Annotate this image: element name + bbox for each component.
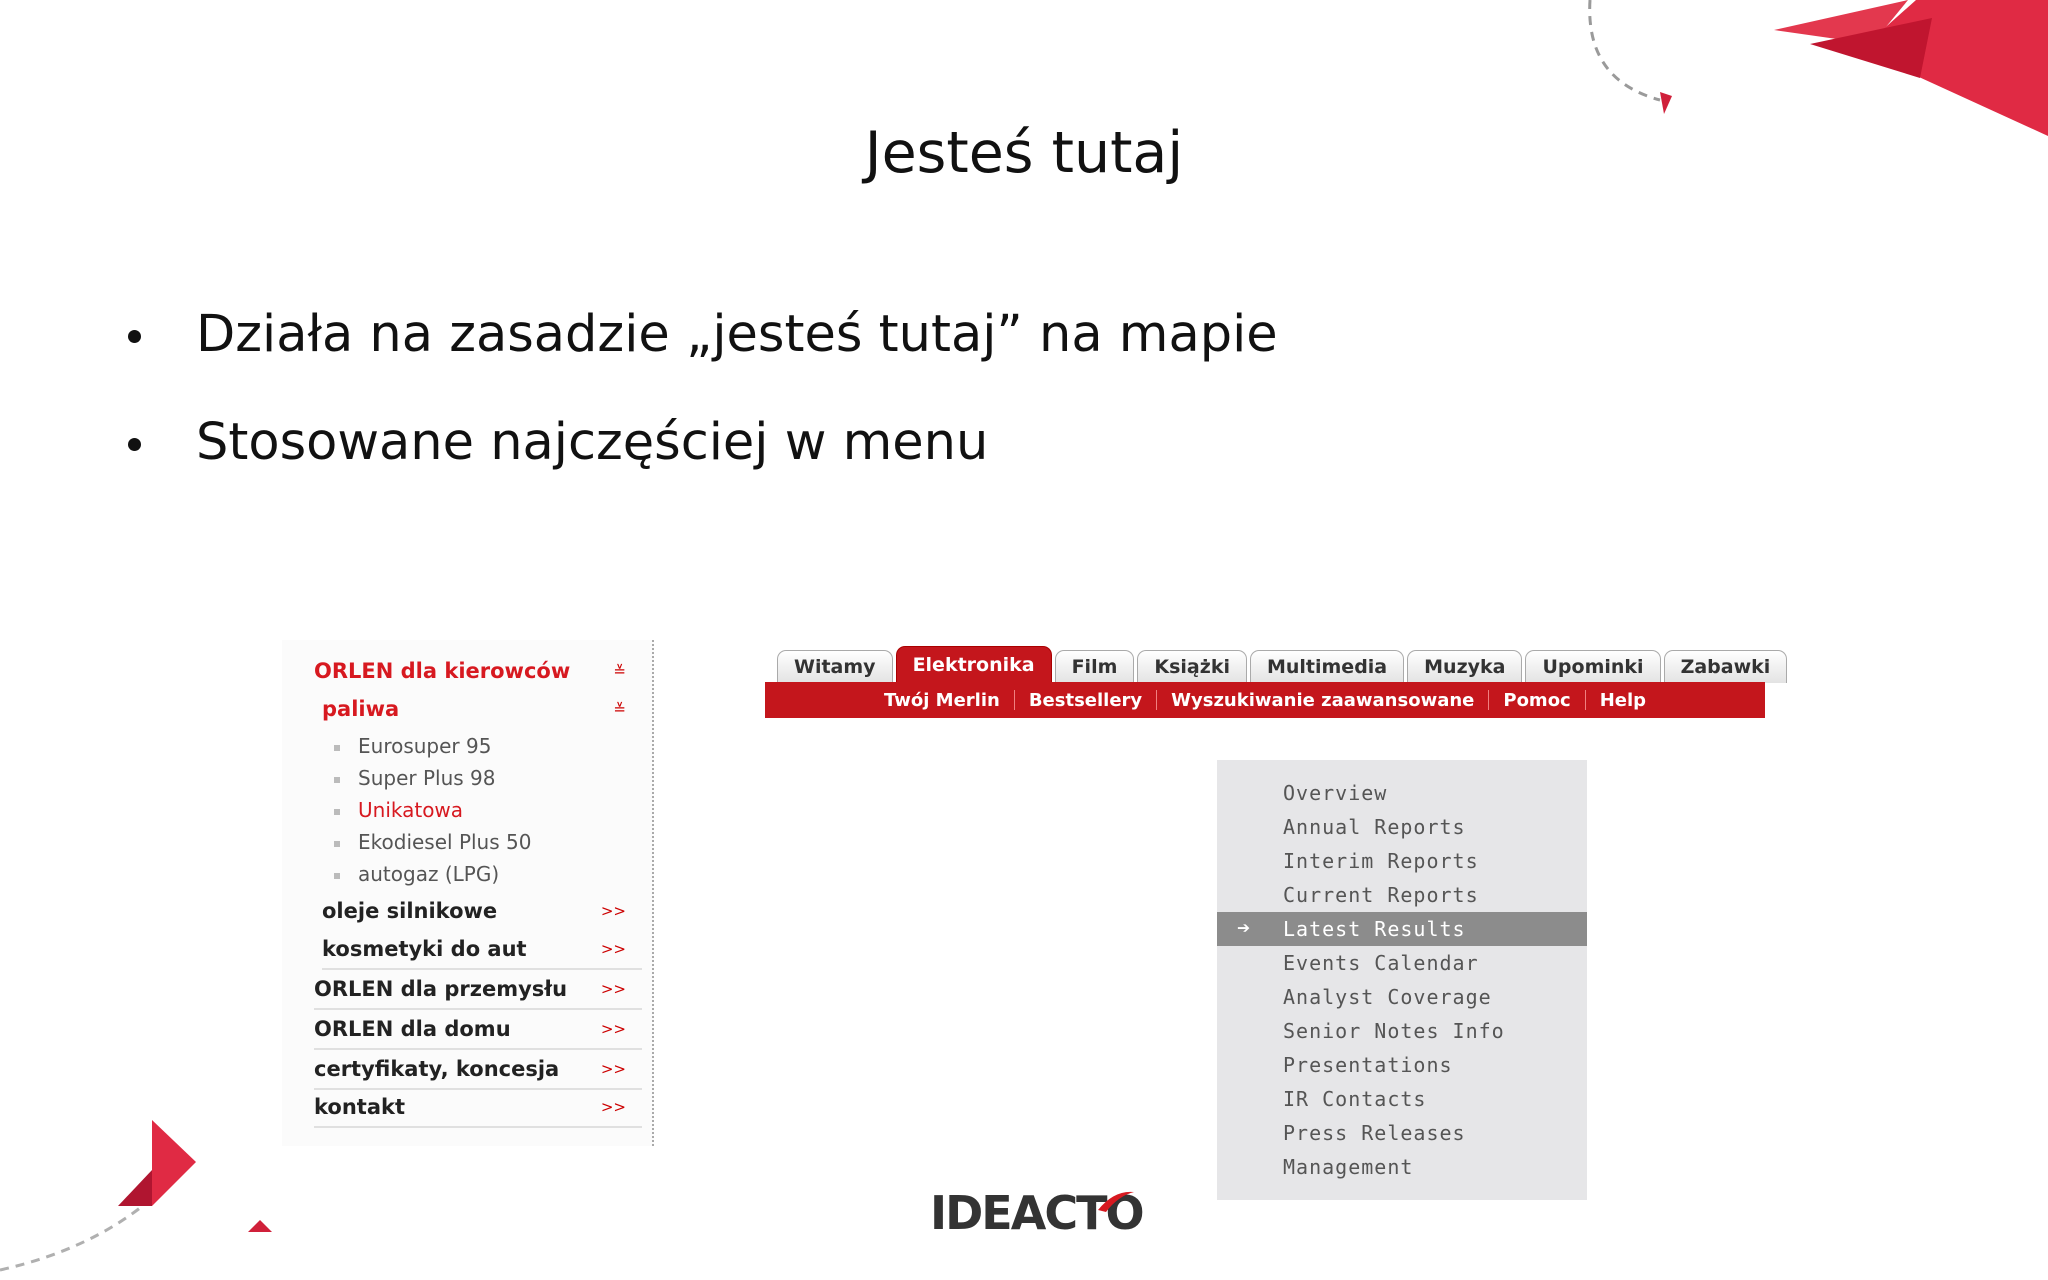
ir-menu-label: Presentations <box>1283 1053 1453 1077</box>
ir-menu-label: Current Reports <box>1283 883 1479 907</box>
chevron-down-icon: ≚ <box>613 662 626 680</box>
tab-zabawki[interactable]: Zabawki <box>1664 650 1788 683</box>
ir-menu-label: Annual Reports <box>1283 815 1466 839</box>
ir-menu-label: IR Contacts <box>1283 1087 1427 1111</box>
bullet-square-icon <box>334 873 340 879</box>
ir-menu-label: Latest Results <box>1283 917 1466 941</box>
ir-menu-label: Interim Reports <box>1283 849 1479 873</box>
chevron-right-icon: >> <box>600 980 626 998</box>
tab-bar <box>777 646 1787 682</box>
bullet-text: Stosowane najczęściej w menu <box>196 413 989 472</box>
menu-item-label: ORLEN dla domu <box>314 1017 511 1041</box>
menu-item-label: ORLEN dla przemysłu <box>314 977 568 1001</box>
tab-witamy[interactable]: Witamy <box>777 650 893 683</box>
ir-menu-item-events-calendar[interactable] <box>1217 946 1587 980</box>
menu-item-label: certyfikaty, koncesja <box>314 1057 560 1081</box>
ir-menu-item-latest-results[interactable] <box>1217 912 1587 946</box>
subnav-link-pomoc[interactable]: Pomoc <box>1503 689 1571 711</box>
tab-elektronika[interactable]: Elektronika <box>896 646 1052 683</box>
tab-multimedia[interactable]: Multimedia <box>1250 650 1404 683</box>
menu-item-label: paliwa <box>322 697 400 721</box>
submenu-label: Eurosuper 95 <box>358 734 492 758</box>
menu-item-kosmetyki[interactable] <box>322 930 642 970</box>
subnav-link-wyszukiwanie[interactable]: Wyszukiwanie zaawansowane <box>1171 689 1475 711</box>
tab-film[interactable]: Film <box>1055 650 1135 683</box>
subnav-bar <box>765 682 1765 718</box>
ir-menu-label: Senior Notes Info <box>1283 1019 1505 1043</box>
ir-menu-item-management[interactable] <box>1217 1150 1587 1184</box>
subnav-link-help[interactable]: Help <box>1599 689 1647 711</box>
chevron-right-icon: >> <box>600 1020 626 1038</box>
ir-menu-item-analyst-coverage[interactable] <box>1217 980 1587 1014</box>
bullet-text: Działa na zasadzie „jesteś tutaj” na mapie <box>196 305 1278 364</box>
ideacto-logo: IDEACTO <box>930 1186 1143 1240</box>
ir-menu-label: Press Releases <box>1283 1121 1466 1145</box>
bullet-dot <box>128 438 141 451</box>
bullet-square-icon <box>334 745 340 751</box>
ir-menu-item-presentations[interactable] <box>1217 1048 1587 1082</box>
ir-menu-item-current-reports[interactable] <box>1217 878 1587 912</box>
ir-menu-label: Analyst Coverage <box>1283 985 1492 1009</box>
bullet-item <box>120 300 1278 408</box>
menu-item-label: ORLEN dla kierowców <box>314 659 571 683</box>
submenu-item-super-plus[interactable] <box>334 762 495 794</box>
subnav-link-twoj-merlin[interactable]: Twój Merlin <box>883 689 1000 711</box>
menu-item-oleje-silnikowe[interactable] <box>322 892 642 930</box>
chevron-right-icon: >> <box>600 1098 626 1116</box>
investor-relations-menu <box>1217 760 1587 1200</box>
menu-item-certyfikaty[interactable] <box>314 1050 642 1090</box>
submenu-item-ekodiesel[interactable] <box>334 826 531 858</box>
menu-item-orlen-dla-kierowcow[interactable] <box>314 652 642 690</box>
submenu-item-unikatowa[interactable] <box>334 794 463 826</box>
ir-menu-item-overview[interactable] <box>1217 776 1587 810</box>
arrow-right-icon: ➔ <box>1237 916 1252 941</box>
bullet-square-icon <box>334 809 340 815</box>
orlen-side-menu <box>282 640 654 1146</box>
chevron-right-icon: >> <box>600 940 626 958</box>
ir-menu-item-press-releases[interactable] <box>1217 1116 1587 1150</box>
logo-swoosh-icon <box>1096 1188 1136 1214</box>
chevron-down-icon: ≚ <box>613 700 626 718</box>
ir-menu-item-ir-contacts[interactable] <box>1217 1082 1587 1116</box>
submenu-label: Super Plus 98 <box>358 766 496 790</box>
submenu-label: Unikatowa <box>358 798 464 822</box>
submenu-label: autogaz (LPG) <box>358 862 500 886</box>
bullet-square-icon <box>334 777 340 783</box>
submenu-item-autogaz[interactable] <box>334 858 499 890</box>
menu-item-label: oleje silnikowe <box>322 899 498 923</box>
ir-menu-item-annual-reports[interactable] <box>1217 810 1587 844</box>
menu-item-orlen-dla-przemyslu[interactable] <box>314 970 642 1010</box>
menu-item-label: kosmetyki do aut <box>322 937 527 961</box>
bullet-list <box>120 300 1278 516</box>
submenu-label: Ekodiesel Plus 50 <box>358 830 532 854</box>
chevron-right-icon: >> <box>600 902 626 920</box>
menu-item-label: kontakt <box>314 1095 405 1119</box>
bullet-item <box>120 408 1278 516</box>
subnav-link-bestsellery[interactable]: Bestsellery <box>1028 689 1143 711</box>
menu-item-kontakt[interactable] <box>314 1088 642 1128</box>
corner-decoration-bottom-left <box>0 1110 300 1280</box>
ir-menu-label: Events Calendar <box>1283 951 1479 975</box>
tab-muzyka[interactable]: Muzyka <box>1407 650 1522 683</box>
submenu-item-eurosuper[interactable] <box>334 730 491 762</box>
bullet-square-icon <box>334 841 340 847</box>
chevron-right-icon: >> <box>600 1060 626 1078</box>
menu-item-paliwa[interactable] <box>322 690 642 728</box>
ir-menu-item-senior-notes[interactable] <box>1217 1014 1587 1048</box>
bullet-dot <box>128 330 141 343</box>
slide-title: Jesteś tutaj <box>864 120 1184 186</box>
merlin-tab-menu <box>765 646 1771 718</box>
menu-item-orlen-dla-domu[interactable] <box>314 1010 642 1050</box>
tab-ksiazki[interactable]: Książki <box>1137 650 1247 683</box>
ir-menu-label: Management <box>1283 1155 1414 1179</box>
ir-menu-item-interim-reports[interactable] <box>1217 844 1587 878</box>
ir-menu-label: Overview <box>1283 781 1388 805</box>
tab-upominki[interactable]: Upominki <box>1525 650 1660 683</box>
